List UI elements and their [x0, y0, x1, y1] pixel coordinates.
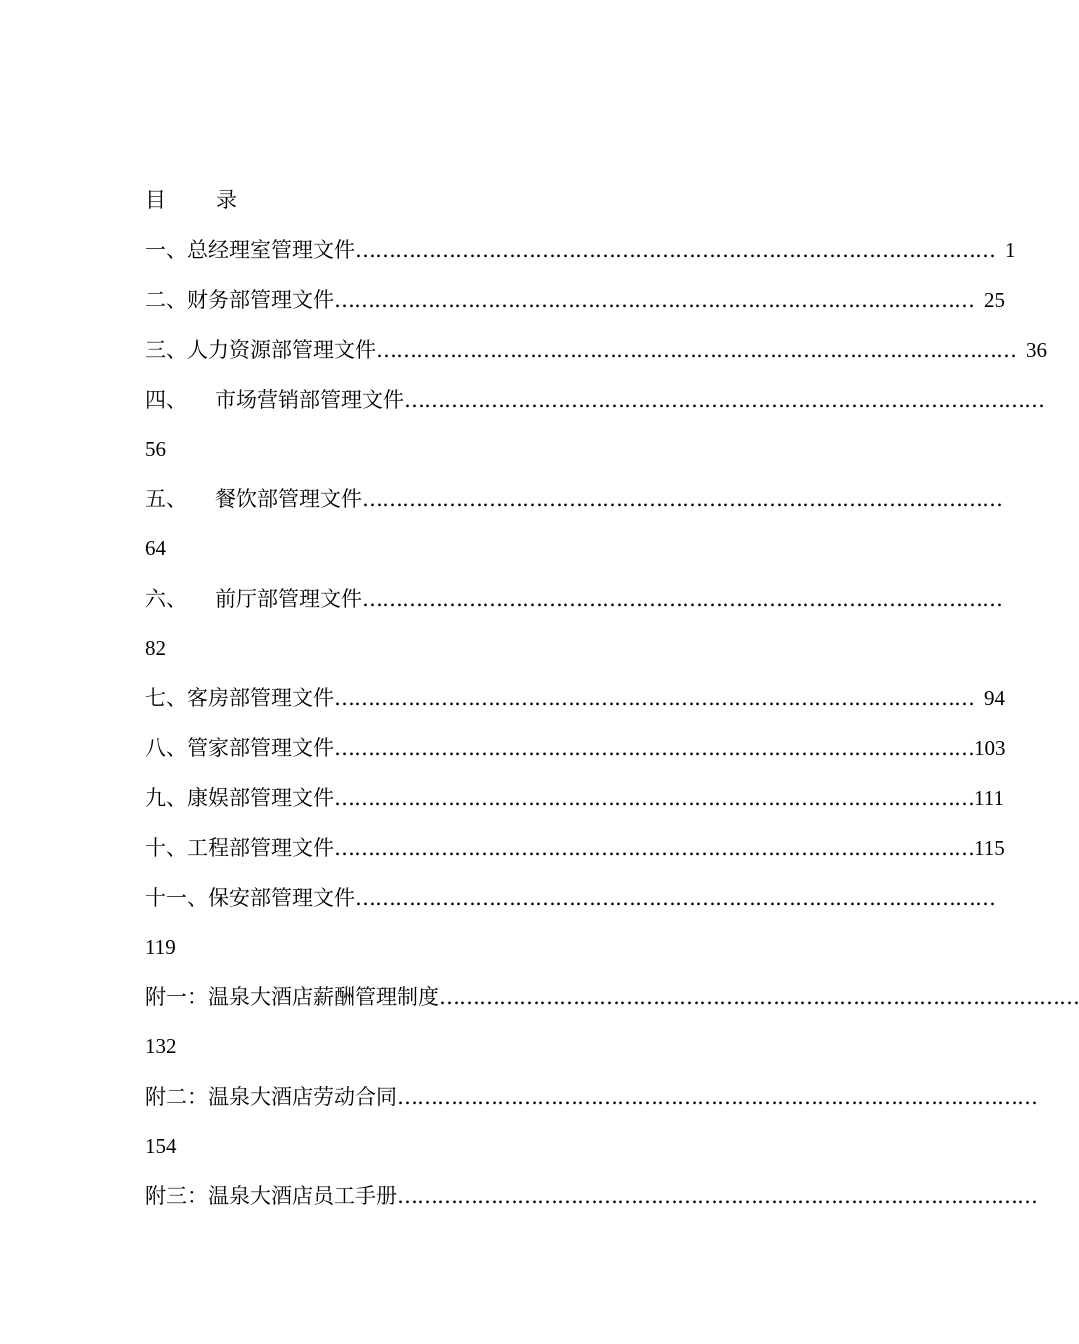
- toc-title-right: 录: [216, 188, 237, 212]
- toc-entry[interactable]: [145, 1077, 1037, 1117]
- toc-leader-dots: ……………………………………………………………………………………: [334, 786, 974, 810]
- toc-leader-dots: ……………………………………………………………………………………: [362, 587, 1002, 611]
- toc-leader-dots: ……………………………………………………………………………………: [334, 736, 974, 760]
- toc-leader-dots: ……………………………………………………………………………………: [362, 487, 1002, 511]
- toc-page-number: 154: [145, 1134, 177, 1158]
- toc-leader-dots: ……………………………………………………………………………………: [397, 1184, 1037, 1208]
- toc-entry-label: 附三：温泉大酒店员工手册: [145, 1184, 397, 1208]
- toc-page-number: 56: [145, 437, 166, 461]
- toc-entry-label: 五、 餐饮部管理文件: [145, 487, 362, 511]
- toc-entry[interactable]: [145, 579, 1002, 619]
- toc-entry-label: 十、工程部管理文件: [145, 836, 334, 860]
- toc-leader-dots: ……………………………………………………………………………………: [355, 886, 995, 910]
- toc-entry[interactable]: [145, 878, 995, 918]
- toc-entry-label: 九、康娱部管理文件: [145, 786, 334, 810]
- toc-entry[interactable]: [145, 977, 1079, 1017]
- toc-entry[interactable]: [145, 828, 1005, 868]
- toc-leader-dots: ……………………………………………………………………………………: [334, 288, 974, 312]
- toc-page-number: 103: [974, 736, 1006, 760]
- toc-page-number: 115: [974, 836, 1005, 860]
- toc-entry-label: 附二：温泉大酒店劳动合同: [145, 1085, 397, 1109]
- toc-leader-dots: ……………………………………………………………………………………: [334, 686, 974, 710]
- toc-title-left: 目: [145, 188, 166, 212]
- toc-leader-dots: ……………………………………………………………………………………: [334, 836, 974, 860]
- toc-page-number: 25: [984, 288, 1005, 312]
- toc-leader-dots: ……………………………………………………………………………………: [355, 238, 995, 262]
- toc-leader-dots: ……………………………………………………………………………………: [439, 985, 1079, 1009]
- toc-page-number: 36: [1026, 338, 1047, 362]
- toc-entry[interactable]: [145, 678, 1005, 718]
- toc-entry[interactable]: [145, 330, 1047, 370]
- toc-entry[interactable]: [145, 479, 1002, 519]
- toc-leader-dots: ……………………………………………………………………………………: [404, 388, 1044, 412]
- toc-entry[interactable]: [145, 380, 1044, 420]
- toc-leader-dots: ……………………………………………………………………………………: [397, 1085, 1037, 1109]
- toc-entry[interactable]: [145, 728, 1006, 768]
- toc-page-number: 64: [145, 536, 166, 560]
- toc-entry[interactable]: [145, 230, 1016, 270]
- toc-entry[interactable]: [145, 778, 1004, 818]
- toc-entry-label: 四、 市场营销部管理文件: [145, 388, 404, 412]
- toc-entry[interactable]: [145, 1176, 1037, 1216]
- toc-entry-label: 七、客房部管理文件: [145, 686, 334, 710]
- toc-title: [145, 180, 803, 220]
- toc-entry-label: 八、管家部管理文件: [145, 736, 334, 760]
- toc-entry[interactable]: [145, 280, 1005, 320]
- toc-page-number: 1: [1005, 238, 1016, 262]
- toc-entry-label: 三、人力资源部管理文件: [145, 338, 376, 362]
- toc-entry-label: 附一：温泉大酒店薪酬管理制度: [145, 985, 439, 1009]
- toc-entry-label: 六、 前厅部管理文件: [145, 587, 362, 611]
- toc-page-number: 119: [145, 935, 176, 959]
- toc-page-number: 82: [145, 636, 166, 660]
- toc-page-number: 94: [984, 686, 1005, 710]
- toc-leader-dots: ……………………………………………………………………………………: [376, 338, 1016, 362]
- toc-page-number: 111: [974, 786, 1004, 810]
- toc-page-number: 132: [145, 1034, 177, 1058]
- toc-entry-label: 一、总经理室管理文件: [145, 238, 355, 262]
- toc-entry-label: 十一、保安部管理文件: [145, 886, 355, 910]
- toc-entry-label: 二、财务部管理文件: [145, 288, 334, 312]
